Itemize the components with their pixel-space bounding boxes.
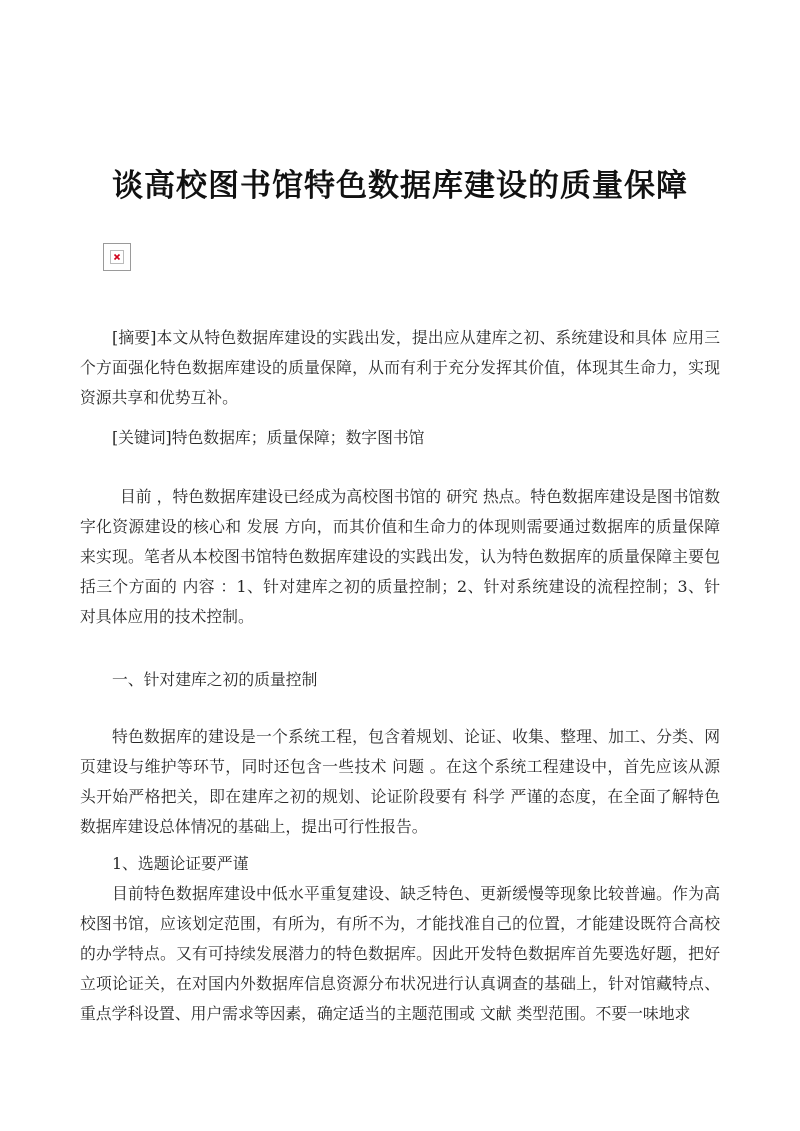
section-heading: 一、针对建库之初的质量控制 <box>112 670 318 689</box>
subsection1-paragraph: 目前特色数据库建设中低水平重复建设、缺乏特色、更新缓慢等现象比较普遍。作为高校图书馆，应该划定范围，有所为，有所不为，才能找准自己的位置，才能建设既符合高校的办学特点。又有可持续发展潜力的特色数据库。因此开发特色数据库首先要选好题，把好立项论证关，在对国内外数据库信息资源分布状况进行认真调查的基础上，针对馆藏特点、重点学科设置、用户需求等因素，确定适当的主题范围或 文献 类型范围。不要一味地求 <box>80 884 720 1023</box>
abstract-block <box>80 323 720 413</box>
abstract-paragraph: [摘要]本文从特色数据库建设的实践出发，提出应从建库之初、系统建设和具体 应用三个方面强化特色数据库建设的质量保障，从而有利于充分发挥其价值，体现其生命力，实现资源共享和优势互补。 <box>80 328 720 407</box>
subsection1-block <box>80 879 720 1029</box>
page-title: 谈高校图书馆特色数据库建设的质量保障 <box>112 168 688 204</box>
intro-paragraph: 目前 ，特色数据库建设已经成为高校图书馆的 研究 热点。特色数据库建设是图书馆数字化资源建设的核心和 发展 方向，而其价值和生命力的体现则需要通过数据库的质量保障来实现。笔者从本校图书馆特色数据库建设的实践出发，认为特色数据库的质量保障主要包括三个方面的 内容 ：1、针对建库之初的质量控制；2、针对系统建设的流程控制；3、针对具体应用的技术控制。 <box>80 487 720 626</box>
subsection-heading: 1、选题论证要严谨 <box>112 854 249 873</box>
broken-image-icon <box>103 243 131 271</box>
keywords-block <box>80 423 720 453</box>
intro-block <box>80 482 720 632</box>
section1-paragraph: 特色数据库的建设是一个系统工程，包含着规划、论证、收集、整理、加工、分类、网页建设与维护等环节，同时还包含一些技术 问题 。在这个系统工程建设中，首先应该从源头开始严格把关，即在建库之初的规划、论证阶段要有 科学 严谨的态度，在全面了解特色数据库建设总体情况的基础上，提出可行性报告。 <box>80 727 720 836</box>
keywords-paragraph: [关键词]特色数据库；质量保障；数字图书馆 <box>112 428 425 447</box>
section1-block <box>80 722 720 842</box>
red-x-icon <box>107 247 127 267</box>
